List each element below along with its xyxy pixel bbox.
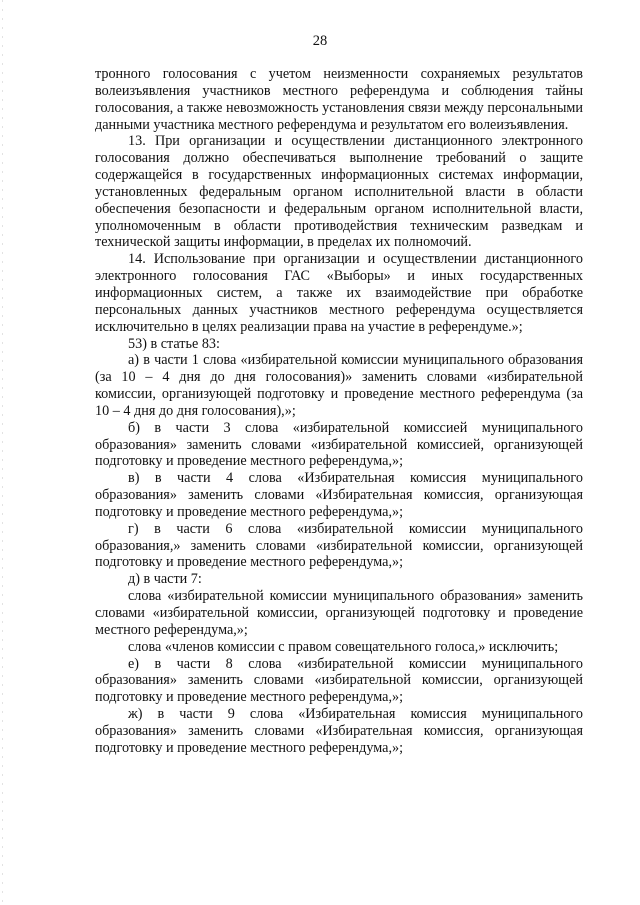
paragraph-article-83: 53) в статье 83:: [128, 335, 220, 352]
document-body: [95, 66, 583, 757]
paragraph-subitem-b: б) в части 3 слова «избирательной комиссией муниципального образования» заменить словами «избирательной комиссией, организующей подготовку и проведение местного референдума,»;: [95, 419, 583, 470]
paragraph-item-13: 13. При организации и осуществлении дистанционного электронного голосования должно обеспечиваться выполнение требований о защите содержащейся в государственных информационных системах информации, установленных федеральным органом исполнительной власти в области обеспечения безопасности и федеральным органом исполнительной власти, уполномоченным в области противодействия техническим разведкам и технической защиты информации, в пределах их полномочий.: [95, 133, 583, 251]
paragraph-subitem-d-1: слова «избирательной комиссии муниципального образования» заменить словами «избирательной комиссии, организующей подготовку и проведение местного референдума,»;: [95, 588, 583, 638]
paragraph-subitem-zh: ж) в части 9 слова «Избирательная комиссия муниципального образования» заменить словами «Избирательная комиссия, организующая подготовку и проведение местного референдума,»;: [95, 706, 583, 756]
scan-edge-artifact: [2, 0, 3, 905]
paragraph-subitem-g: г) в части 6 слова «избирательной комиссии муниципального образования,» заменить словами «избирательной комиссии, организующей подготовку и проведение местного референдума,»;: [95, 520, 583, 571]
paragraph-subitem-e: е) в части 8 слова «избирательной комиссии муниципального образования» заменить словами «избирательной комиссии, организующей подготовку и проведение местного референдума,»;: [95, 655, 583, 706]
page-number: 28: [312, 33, 328, 49]
paragraph-subitem-d: д) в части 7:: [128, 571, 202, 588]
paragraph-subitem-d-2: слова «членов комиссии с правом совещательного голоса,» исключить;: [128, 638, 559, 655]
paragraph-item-14: 14. Использование при организации и осуществлении дистанционного электронного голосования ГАС «Выборы» и иных государственных информационных систем, а также их взаимодействие при обработке персональных данных участников местного референдума осуществляется исключительно в целях реализации права на участие в референдуме.»;: [95, 251, 583, 335]
paragraph-subitem-a: а) в части 1 слова «избирательной комиссии муниципального образования (за 10 – 4 дня до дня голосования)» заменить словами «избирательной комиссии, организующей подготовку и проведение местного референдума (за 10 – 4 дня до дня голосования),»;: [95, 352, 583, 419]
paragraph-continuation: тронного голосования с учетом неизменности сохраняемых результатов волеизъявления участников местного референдума и соблюдения тайны голосования, а также невозможность установления связи между персональными данными участника местного референдума и результатом его волеизъявления.: [95, 66, 583, 133]
paragraph-subitem-v: в) в части 4 слова «Избирательная комиссия муниципального образования» заменить словами «Избирательная комиссия, организующая подготовку и проведение местного референдума,»;: [95, 470, 583, 520]
